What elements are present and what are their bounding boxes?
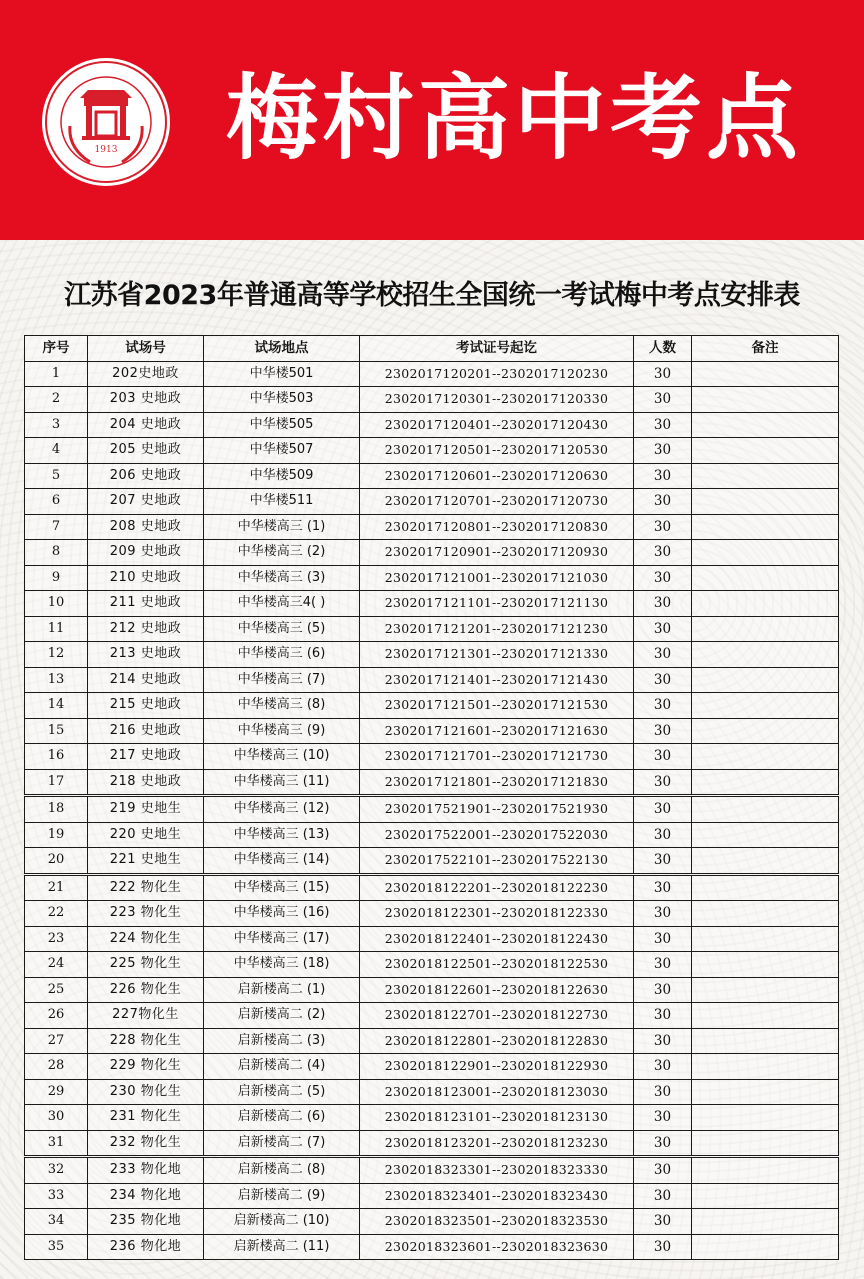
table-row: [25, 1209, 839, 1235]
cell-room: 218 史地政: [88, 769, 204, 796]
cell-count: 30: [634, 489, 692, 515]
table-row: [25, 412, 839, 438]
cell-count: 30: [634, 796, 692, 823]
cell-seq: 20: [25, 848, 88, 875]
cell-remarks: [692, 926, 839, 952]
cell-remarks: [692, 361, 839, 387]
cell-location: 中华楼高三 (10): [204, 744, 360, 770]
table-row: [25, 874, 839, 901]
cell-count: 30: [634, 744, 692, 770]
cell-location: 中华楼高三 (16): [204, 901, 360, 927]
cell-count: 30: [634, 438, 692, 464]
cell-count: 30: [634, 463, 692, 489]
logo-year: 1913: [94, 145, 118, 155]
cell-remarks: [692, 1157, 839, 1184]
cell-count: 30: [634, 952, 692, 978]
cell-location: 中华楼高三 (15): [204, 874, 360, 901]
cell-count: 30: [634, 718, 692, 744]
cell-remarks: [692, 901, 839, 927]
cell-room: 206 史地政: [88, 463, 204, 489]
cell-location: 中华楼高三 (18): [204, 952, 360, 978]
table-row: [25, 848, 839, 875]
document-title: 江苏省2023年普通高等学校招生全国统一考试梅中考点安排表: [64, 280, 800, 311]
cell-count: 30: [634, 1003, 692, 1029]
cell-location: 中华楼高三 (2): [204, 540, 360, 566]
cell-room: 230 物化生: [88, 1079, 204, 1105]
cell-location: 启新楼高二 (8): [204, 1157, 360, 1184]
table-row: [25, 952, 839, 978]
table-row: [25, 926, 839, 952]
cell-remarks: [692, 1003, 839, 1029]
cell-location: 中华楼高三 (3): [204, 565, 360, 591]
cell-location: 启新楼高二 (10): [204, 1209, 360, 1235]
cell-id-range: 2302018122601--2302018122630: [360, 977, 634, 1003]
cell-location: 中华楼高三 (9): [204, 718, 360, 744]
cell-seq: 26: [25, 1003, 88, 1029]
cell-room: 221 史地生: [88, 848, 204, 875]
table-row: [25, 463, 839, 489]
cell-location: 中华楼高三 (1): [204, 514, 360, 540]
cell-location: 中华楼509: [204, 463, 360, 489]
cell-seq: 31: [25, 1130, 88, 1157]
table-row: [25, 1054, 839, 1080]
cell-id-range: 2302017121701--2302017121730: [360, 744, 634, 770]
cell-id-range: 2302018323601--2302018323630: [360, 1234, 634, 1260]
table-row: [25, 1157, 839, 1184]
cell-location: 中华楼高三 (11): [204, 769, 360, 796]
cell-room: 216 史地政: [88, 718, 204, 744]
table-row: [25, 540, 839, 566]
cell-seq: 18: [25, 796, 88, 823]
cell-remarks: [692, 642, 839, 668]
cell-id-range: 2302018122201--2302018122230: [360, 874, 634, 901]
exam-room-table: [24, 335, 839, 1260]
cell-count: 30: [634, 693, 692, 719]
cell-remarks: [692, 1183, 839, 1209]
table-body: [25, 361, 839, 1260]
school-logo: [40, 56, 172, 188]
table-row: [25, 1130, 839, 1157]
cell-id-range: 2302017121301--2302017121330: [360, 642, 634, 668]
cell-count: 30: [634, 926, 692, 952]
cell-remarks: [692, 822, 839, 848]
cell-seq: 8: [25, 540, 88, 566]
cell-seq: 17: [25, 769, 88, 796]
cell-id-range: 2302018122401--2302018122430: [360, 926, 634, 952]
cell-room: 205 史地政: [88, 438, 204, 464]
cell-id-range: 2302018123201--2302018123230: [360, 1130, 634, 1157]
cell-room: 223 物化生: [88, 901, 204, 927]
cell-room: 225 物化生: [88, 952, 204, 978]
cell-seq: 35: [25, 1234, 88, 1260]
header-count: 人数: [634, 336, 692, 362]
cell-remarks: [692, 693, 839, 719]
cell-count: 30: [634, 642, 692, 668]
cell-count: 30: [634, 901, 692, 927]
table-row: [25, 1183, 839, 1209]
cell-remarks: [692, 1234, 839, 1260]
cell-remarks: [692, 387, 839, 413]
cell-location: 启新楼高二 (1): [204, 977, 360, 1003]
cell-seq: 22: [25, 901, 88, 927]
cell-location: 启新楼高二 (11): [204, 1234, 360, 1260]
table-row: [25, 901, 839, 927]
cell-seq: 27: [25, 1028, 88, 1054]
cell-id-range: 2302018123101--2302018123130: [360, 1105, 634, 1131]
cell-seq: 6: [25, 489, 88, 515]
cell-room: 224 物化生: [88, 926, 204, 952]
cell-location: 启新楼高二 (5): [204, 1079, 360, 1105]
cell-count: 30: [634, 616, 692, 642]
cell-remarks: [692, 1130, 839, 1157]
cell-id-range: 2302017121401--2302017121430: [360, 667, 634, 693]
cell-count: 30: [634, 565, 692, 591]
cell-room: 215 史地政: [88, 693, 204, 719]
cell-location: 中华楼501: [204, 361, 360, 387]
table-row: [25, 591, 839, 617]
cell-seq: 30: [25, 1105, 88, 1131]
cell-count: 30: [634, 667, 692, 693]
cell-seq: 10: [25, 591, 88, 617]
cell-seq: 33: [25, 1183, 88, 1209]
cell-remarks: [692, 1028, 839, 1054]
cell-remarks: [692, 977, 839, 1003]
cell-room: 214 史地政: [88, 667, 204, 693]
cell-id-range: 2302017120301--2302017120330: [360, 387, 634, 413]
cell-room: 212 史地政: [88, 616, 204, 642]
cell-seq: 29: [25, 1079, 88, 1105]
cell-id-range: 2302018123001--2302018123030: [360, 1079, 634, 1105]
table-row: [25, 718, 839, 744]
cell-count: 30: [634, 769, 692, 796]
cell-location: 启新楼高二 (7): [204, 1130, 360, 1157]
cell-remarks: [692, 489, 839, 515]
cell-seq: 15: [25, 718, 88, 744]
cell-count: 30: [634, 412, 692, 438]
cell-seq: 28: [25, 1054, 88, 1080]
cell-remarks: [692, 718, 839, 744]
cell-room: 203 史地政: [88, 387, 204, 413]
header-location: 试场地点: [204, 336, 360, 362]
cell-id-range: 2302018323501--2302018323530: [360, 1209, 634, 1235]
cell-id-range: 2302017120601--2302017120630: [360, 463, 634, 489]
cell-count: 30: [634, 848, 692, 875]
cell-remarks: [692, 848, 839, 875]
cell-remarks: [692, 1079, 839, 1105]
table-row: [25, 1234, 839, 1260]
cell-count: 30: [634, 1054, 692, 1080]
table-row: [25, 1003, 839, 1029]
table-row: [25, 769, 839, 796]
cell-count: 30: [634, 591, 692, 617]
cell-count: 30: [634, 1209, 692, 1235]
cell-location: 中华楼高三 (8): [204, 693, 360, 719]
header-remarks: 备注: [692, 336, 839, 362]
cell-seq: 14: [25, 693, 88, 719]
cell-room: 231 物化生: [88, 1105, 204, 1131]
cell-count: 30: [634, 1079, 692, 1105]
table-header-row: [25, 336, 839, 362]
cell-remarks: [692, 591, 839, 617]
cell-remarks: [692, 1105, 839, 1131]
table-row: [25, 387, 839, 413]
table-row: [25, 1079, 839, 1105]
cell-seq: 13: [25, 667, 88, 693]
cell-seq: 12: [25, 642, 88, 668]
cell-remarks: [692, 616, 839, 642]
table-row: [25, 565, 839, 591]
cell-count: 30: [634, 1130, 692, 1157]
table-row: [25, 616, 839, 642]
table-row: [25, 977, 839, 1003]
cell-id-range: 2302017120801--2302017120830: [360, 514, 634, 540]
cell-seq: 7: [25, 514, 88, 540]
cell-remarks: [692, 952, 839, 978]
cell-remarks: [692, 796, 839, 823]
cell-id-range: 2302017120701--2302017120730: [360, 489, 634, 515]
cell-id-range: 2302017121101--2302017121130: [360, 591, 634, 617]
cell-room: 207 史地政: [88, 489, 204, 515]
table-row: [25, 514, 839, 540]
header-room: 试场号: [88, 336, 204, 362]
cell-seq: 3: [25, 412, 88, 438]
cell-remarks: [692, 769, 839, 796]
cell-id-range: 2302018122701--2302018122730: [360, 1003, 634, 1029]
cell-id-range: 2302018323301--2302018323330: [360, 1157, 634, 1184]
cell-id-range: 2302017120401--2302017120430: [360, 412, 634, 438]
cell-remarks: [692, 412, 839, 438]
cell-room: 211 史地政: [88, 591, 204, 617]
cell-location: 中华楼高三 (12): [204, 796, 360, 823]
cell-id-range: 2302017121501--2302017121530: [360, 693, 634, 719]
cell-location: 中华楼511: [204, 489, 360, 515]
cell-count: 30: [634, 1028, 692, 1054]
cell-room: 210 史地政: [88, 565, 204, 591]
header-seq: 序号: [25, 336, 88, 362]
cell-id-range: 2302018122801--2302018122830: [360, 1028, 634, 1054]
cell-count: 30: [634, 1234, 692, 1260]
cell-count: 30: [634, 361, 692, 387]
cell-seq: 4: [25, 438, 88, 464]
cell-seq: 16: [25, 744, 88, 770]
cell-remarks: [692, 514, 839, 540]
header-title: 梅村高中考点: [226, 64, 803, 172]
cell-count: 30: [634, 822, 692, 848]
cell-id-range: 2302017522101--2302017522130: [360, 848, 634, 875]
cell-location: 启新楼高二 (3): [204, 1028, 360, 1054]
cell-room: 202史地政: [88, 361, 204, 387]
cell-id-range: 2302017522001--2302017522030: [360, 822, 634, 848]
cell-room: 234 物化地: [88, 1183, 204, 1209]
table-row: [25, 642, 839, 668]
cell-count: 30: [634, 540, 692, 566]
cell-room: 213 史地政: [88, 642, 204, 668]
cell-location: 启新楼高二 (4): [204, 1054, 360, 1080]
table-row: [25, 1105, 839, 1131]
cell-room: 228 物化生: [88, 1028, 204, 1054]
cell-id-range: 2302018122901--2302018122930: [360, 1054, 634, 1080]
cell-seq: 24: [25, 952, 88, 978]
cell-seq: 5: [25, 463, 88, 489]
cell-room: 235 物化地: [88, 1209, 204, 1235]
cell-location: 启新楼高二 (6): [204, 1105, 360, 1131]
cell-location: 中华楼503: [204, 387, 360, 413]
cell-location: 中华楼高三4( ): [204, 591, 360, 617]
cell-count: 30: [634, 1105, 692, 1131]
cell-count: 30: [634, 977, 692, 1003]
cell-count: 30: [634, 387, 692, 413]
cell-remarks: [692, 744, 839, 770]
cell-seq: 32: [25, 1157, 88, 1184]
cell-location: 中华楼507: [204, 438, 360, 464]
cell-room: 204 史地政: [88, 412, 204, 438]
cell-location: 中华楼高三 (7): [204, 667, 360, 693]
cell-id-range: 2302017121201--2302017121230: [360, 616, 634, 642]
cell-id-range: 2302017121801--2302017121830: [360, 769, 634, 796]
table-row: [25, 1028, 839, 1054]
cell-room: 222 物化生: [88, 874, 204, 901]
cell-location: 启新楼高二 (2): [204, 1003, 360, 1029]
cell-count: 30: [634, 874, 692, 901]
cell-remarks: [692, 1054, 839, 1080]
table-row: [25, 796, 839, 823]
cell-seq: 34: [25, 1209, 88, 1235]
cell-room: 232 物化生: [88, 1130, 204, 1157]
cell-location: 中华楼高三 (17): [204, 926, 360, 952]
table-row: [25, 822, 839, 848]
table-row: [25, 693, 839, 719]
cell-location: 中华楼高三 (13): [204, 822, 360, 848]
cell-id-range: 2302017120901--2302017120930: [360, 540, 634, 566]
header-id-range: 考试证号起讫: [360, 336, 634, 362]
cell-remarks: [692, 1209, 839, 1235]
table-row: [25, 667, 839, 693]
cell-remarks: [692, 463, 839, 489]
cell-room: 209 史地政: [88, 540, 204, 566]
cell-id-range: 2302018323401--2302018323430: [360, 1183, 634, 1209]
cell-id-range: 2302017521901--2302017521930: [360, 796, 634, 823]
cell-seq: 9: [25, 565, 88, 591]
cell-location: 启新楼高二 (9): [204, 1183, 360, 1209]
cell-remarks: [692, 667, 839, 693]
cell-count: 30: [634, 1157, 692, 1184]
cell-id-range: 2302017121601--2302017121630: [360, 718, 634, 744]
cell-seq: 25: [25, 977, 88, 1003]
cell-location: 中华楼505: [204, 412, 360, 438]
cell-seq: 19: [25, 822, 88, 848]
cell-room: 219 史地生: [88, 796, 204, 823]
cell-remarks: [692, 874, 839, 901]
cell-room: 236 物化地: [88, 1234, 204, 1260]
header-banner: [0, 0, 864, 240]
cell-id-range: 2302017121001--2302017121030: [360, 565, 634, 591]
table-row: [25, 361, 839, 387]
cell-room: 233 物化地: [88, 1157, 204, 1184]
cell-seq: 2: [25, 387, 88, 413]
cell-count: 30: [634, 514, 692, 540]
cell-location: 中华楼高三 (6): [204, 642, 360, 668]
cell-seq: 21: [25, 874, 88, 901]
cell-remarks: [692, 565, 839, 591]
cell-id-range: 2302017120501--2302017120530: [360, 438, 634, 464]
cell-id-range: 2302018122301--2302018122330: [360, 901, 634, 927]
table-row: [25, 744, 839, 770]
table-row: [25, 489, 839, 515]
table-row: [25, 438, 839, 464]
cell-location: 中华楼高三 (14): [204, 848, 360, 875]
cell-seq: 23: [25, 926, 88, 952]
cell-seq: 1: [25, 361, 88, 387]
cell-room: 227物化生: [88, 1003, 204, 1029]
cell-location: 中华楼高三 (5): [204, 616, 360, 642]
cell-room: 220 史地生: [88, 822, 204, 848]
cell-remarks: [692, 540, 839, 566]
cell-seq: 11: [25, 616, 88, 642]
cell-room: 208 史地政: [88, 514, 204, 540]
cell-remarks: [692, 438, 839, 464]
cell-room: 217 史地政: [88, 744, 204, 770]
cell-room: 226 物化生: [88, 977, 204, 1003]
cell-id-range: 2302017120201--2302017120230: [360, 361, 634, 387]
cell-room: 229 物化生: [88, 1054, 204, 1080]
cell-id-range: 2302018122501--2302018122530: [360, 952, 634, 978]
cell-count: 30: [634, 1183, 692, 1209]
